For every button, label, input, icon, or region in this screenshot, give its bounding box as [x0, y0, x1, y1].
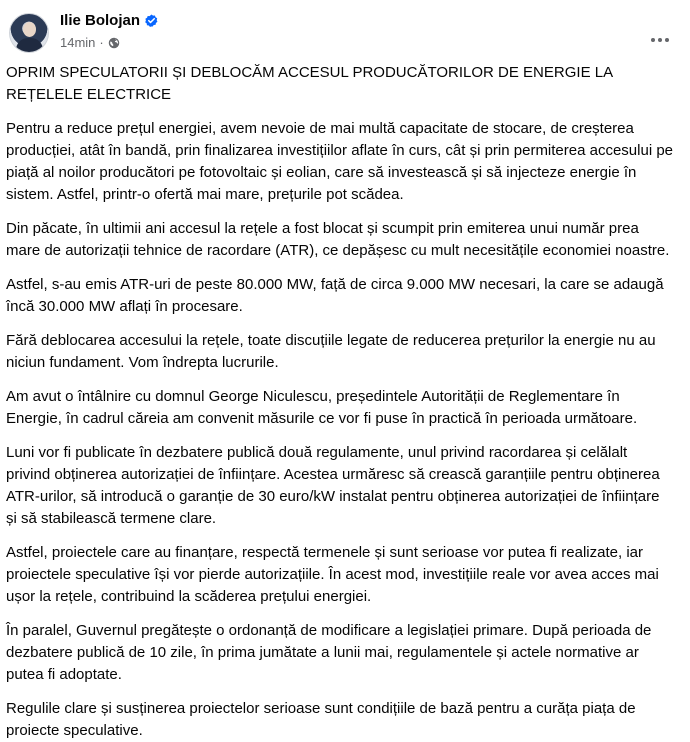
post-paragraph: Astfel, proiectele care au finanțare, respectă termenele și sunt serioase vor putea fi realizate, iar proiectele speculative își vor pierde autorizațiile. În acest mod, investițiile reale vor avea acces mai ușor la rețele, contribuind la scăderea prețului energiei. — [6, 544, 659, 605]
author-line — [60, 12, 158, 29]
post-header — [6, 0, 673, 62]
post-paragraph: Astfel, s-au emis ATR-uri de peste 80.000 MW, față de circa 9.000 MW necesari, la care se adaugă încă 30.000 MW aflați în procesare. — [6, 276, 664, 315]
post-paragraph: Fără deblocarea accesului la rețele, toate discuțiile legate de reducerea prețurilor la energie nu au niciun fundament. Vom îndrepta lucrurile. — [6, 332, 656, 371]
post-title-paragraph: OPRIM SPECULATORII ȘI DEBLOCĂM ACCESUL PRODUCĂTORILOR DE ENERGIE LA REȚELELE ELECTRICE — [6, 64, 613, 103]
post-paragraph: Pentru a reduce prețul energiei, avem nevoie de mai multă capacitate de stocare, de creșterea producției, atât în bandă, prin finalizarea investițiilor aflate în curs, cât și prin permiterea accesului pe piață al noilor producători pe fotovoltaic și eolian, care să investească și să injecteze energie în sistem. Astfel, printr-o ofertă mai mare, prețurile pot scădea. — [6, 120, 674, 203]
more-options-button[interactable] — [647, 18, 673, 44]
post-meta — [60, 35, 120, 50]
avatar-face — [23, 22, 36, 37]
more-options-icon — [651, 29, 669, 33]
post-paragraph: Regulile clare și susținerea proiectelor serioase sunt condițiile de bază pentru a curăța piața de proiecte speculative. — [6, 700, 636, 739]
avatar-body — [16, 38, 43, 53]
verified-badge-icon — [145, 14, 158, 27]
globe-icon[interactable] — [108, 37, 120, 49]
author-avatar[interactable] — [9, 13, 49, 53]
meta-separator: · — [99, 35, 104, 50]
post-paragraph: Luni vor fi publicate în dezbatere publică două regulamente, unul privind racordarea și celălalt privind obținerea autorizației de înființare. Acestea urmăresc să crească garanțiile pentru obținerea ATR-urilor, să introducă o garanție de 30 euro/kW instalat pentru obținerea autorizației de înființare și să stabilească termene clare. — [6, 444, 660, 527]
post-paragraph: În paralel, Guvernul pregătește o ordonanță de modificare a legislației primare. După perioada de dezbatere publică de 10 zile, în prima jumătate a lunii mai, regulamentele și actele normative ar putea fi adoptate. — [6, 622, 652, 683]
post-timestamp[interactable]: 14min — [60, 35, 96, 50]
post-body — [6, 62, 673, 742]
post-paragraph: Am avut o întâlnire cu domnul George Niculescu, președintele Autorității de Reglementare în Energie, în cadrul căreia am convenit măsurile ce vor fi puse în practică în perioada următoare. — [6, 388, 638, 427]
author-name[interactable]: Ilie Bolojan — [60, 12, 141, 29]
post-paragraph: Din păcate, în ultimii ani accesul la rețele a fost blocat și scumpit prin emiterea unui număr prea mare de autorizații tehnice de racordare (ATR), ce depășesc cu mult necesitățile economiei noastre. — [6, 220, 670, 259]
